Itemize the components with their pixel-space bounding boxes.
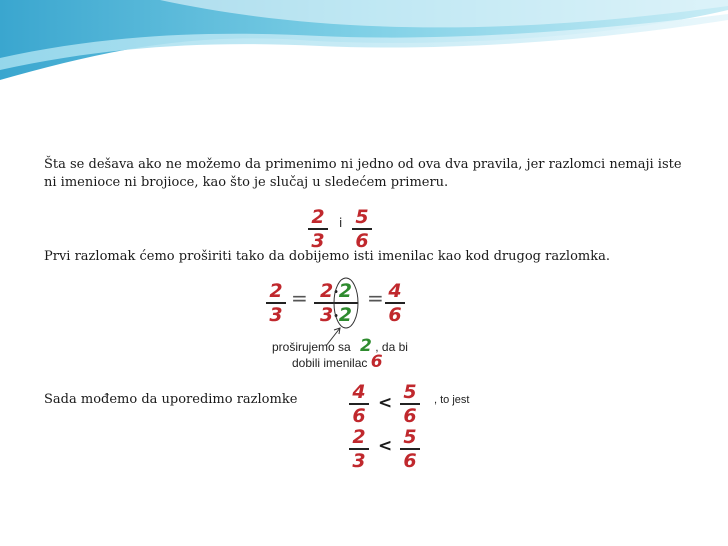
note-text: , da bi bbox=[375, 340, 408, 354]
to-jest-text: , to jest bbox=[434, 394, 470, 406]
expanded-denominator: 3 bbox=[319, 304, 334, 326]
compare-right-fraction-2 bbox=[398, 427, 422, 471]
comparison-paragraph: Sada mođemo da uporedimo razlomke bbox=[44, 392, 298, 407]
fraction-numerator: 5 bbox=[403, 426, 417, 448]
expansion-factor-denominator: 2 bbox=[338, 304, 353, 326]
fraction-denominator: 6 bbox=[403, 405, 417, 427]
conjunction-text: i bbox=[339, 216, 343, 230]
compare-right-fraction-1 bbox=[398, 382, 422, 426]
fraction-numerator: 4 bbox=[388, 280, 402, 302]
fraction-denominator: 6 bbox=[352, 405, 366, 427]
note-text: proširujemo sa bbox=[272, 340, 351, 354]
fraction-denominator: 3 bbox=[311, 230, 325, 252]
less-than-sign: < bbox=[378, 436, 393, 456]
fraction-numerator: 5 bbox=[355, 206, 369, 228]
note-denominator: 6 bbox=[370, 352, 383, 372]
compare-left-fraction-1 bbox=[347, 382, 371, 426]
multiply-dot: · bbox=[333, 282, 339, 301]
note-factor: 2 bbox=[360, 336, 372, 356]
fraction-denominator: 3 bbox=[269, 304, 283, 326]
compare-left-fraction-2 bbox=[347, 427, 371, 471]
expansion-paragraph: Prvi razlomak ćemo proširiti tako da dobijemo isti imenilac kao kod drugog razlomka. bbox=[44, 249, 610, 264]
expansion-note-line2 bbox=[292, 352, 383, 372]
expanded-numerator: 2 bbox=[319, 280, 334, 302]
fraction-numerator: 2 bbox=[269, 280, 283, 302]
equals-sign: = bbox=[291, 286, 308, 310]
less-than-sign: < bbox=[378, 393, 393, 413]
fraction-numerator: 2 bbox=[352, 426, 366, 448]
note-text: dobili imenilac bbox=[292, 356, 368, 370]
fraction-numerator: 5 bbox=[403, 381, 417, 403]
multiply-dot: · bbox=[333, 306, 339, 325]
expansion-factor-numerator: 2 bbox=[338, 280, 353, 302]
fraction-denominator: 6 bbox=[355, 230, 369, 252]
fraction-denominator: 3 bbox=[352, 450, 366, 472]
result-fraction bbox=[383, 281, 407, 325]
equals-sign: = bbox=[367, 286, 384, 310]
fraction-numerator: 4 bbox=[352, 381, 366, 403]
fraction-numerator: 2 bbox=[311, 206, 325, 228]
intro-paragraph: Šta se dešava ako ne možemo da primenimo ni jedno od ova dva pravila, jer razlomci nemaji iste ni imenioce ni brojioce, kao što je slučaj u sledećem primeru. bbox=[44, 157, 682, 190]
fraction-denominator: 6 bbox=[403, 450, 417, 472]
fraction-denominator: 6 bbox=[388, 304, 402, 326]
